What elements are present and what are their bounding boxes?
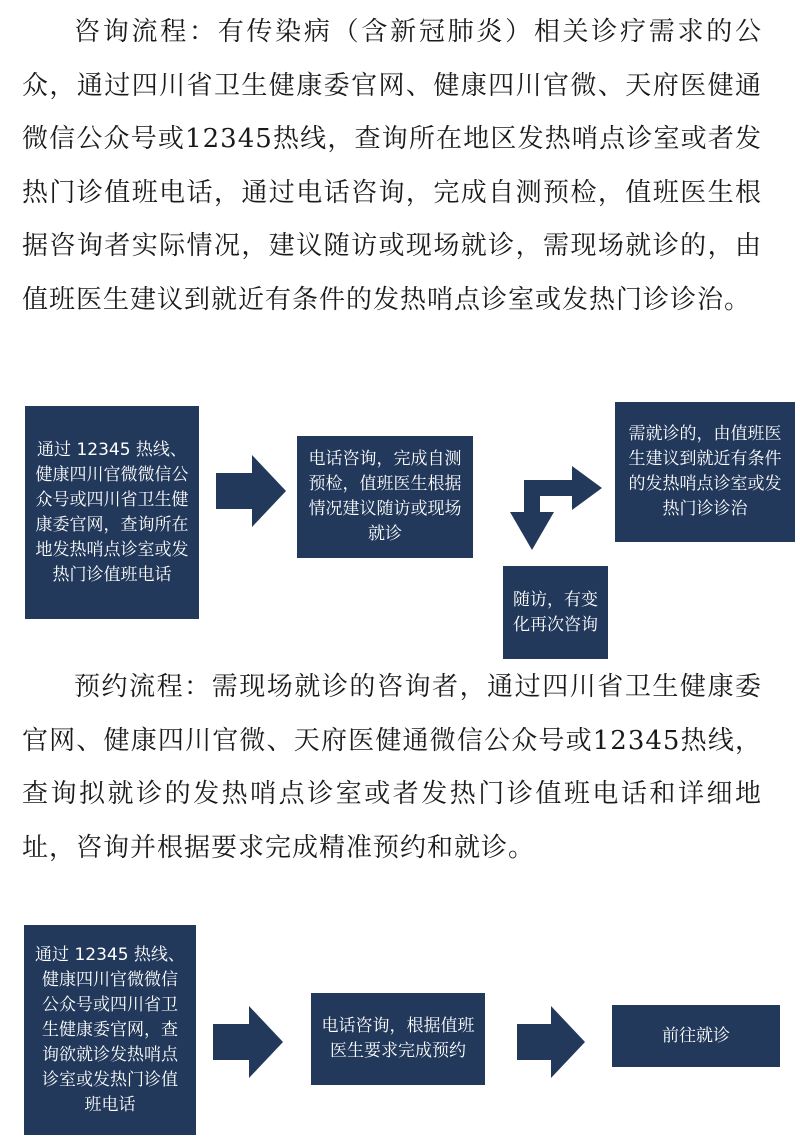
right-arrow-icon (213, 1006, 283, 1078)
appointment-step1-box (24, 925, 196, 1135)
appointment-process-paragraph: 预约流程：需现场就诊的咨询者，通过四川省卫生健康委官网、健康四川官微、天府医健通微信公众号或12345热线，查询拟就诊的发热哨点诊室或者发热门诊值班电话和详细地址，咨询并根据要求完成精准预约和就诊。 (22, 672, 762, 863)
consult-step3-followup-box (503, 566, 608, 659)
consult-step2-box (297, 436, 473, 558)
consult-step3-followup-text: 随访，有变化再次咨询 (513, 589, 598, 635)
appointment-step2-box (311, 993, 485, 1085)
split-arrow-icon (510, 466, 604, 550)
appointment-step2-text: 电话咨询，根据值班医生要求完成预约 (321, 1016, 475, 1061)
right-arrow-icon (216, 455, 286, 527)
right-arrow-icon (517, 1006, 585, 1078)
consult-step3-visit-box (615, 402, 795, 542)
appointment-step1-text: 通过 12345 热线、健康四川官微微信公众号或四川省卫生健康委官网，查询欲就诊发热哨点诊室或发热门诊值班电话 (35, 944, 185, 1115)
consult-step3-visit-text: 需就诊的，由值班医生建议到就近有条件的发热哨点诊室或发热门诊诊治 (628, 424, 782, 519)
consult-process-paragraph: 咨询流程：有传染病（含新冠肺炎）相关诊疗需求的公众，通过四川省卫生健康委官网、健康四川官微、天府医健通微信公众号或12345热线，查询所在地区发热哨点诊室或者发热门诊值班电话，通过电话咨询，完成自测预检，值班医生根据咨询者实际情况，建议随访或现场就诊，需现场就诊的，由值班医生建议到就近有条件的发热哨点诊室或发热门诊诊治。 (22, 17, 762, 315)
appointment-step3-box (612, 1005, 780, 1067)
consult-step2-text: 电话咨询，完成自测预检，值班医生根据情况建议随访或现场就诊 (308, 449, 462, 544)
consult-step1-box (25, 406, 199, 619)
appointment-step3-text: 前往就诊 (662, 1025, 730, 1046)
consult-step1-text: 通过 12345 热线、健康四川官微微信公众号或四川省卫生健康委官网，查询所在地发热哨点诊室或发热门诊值班电话 (35, 439, 189, 585)
